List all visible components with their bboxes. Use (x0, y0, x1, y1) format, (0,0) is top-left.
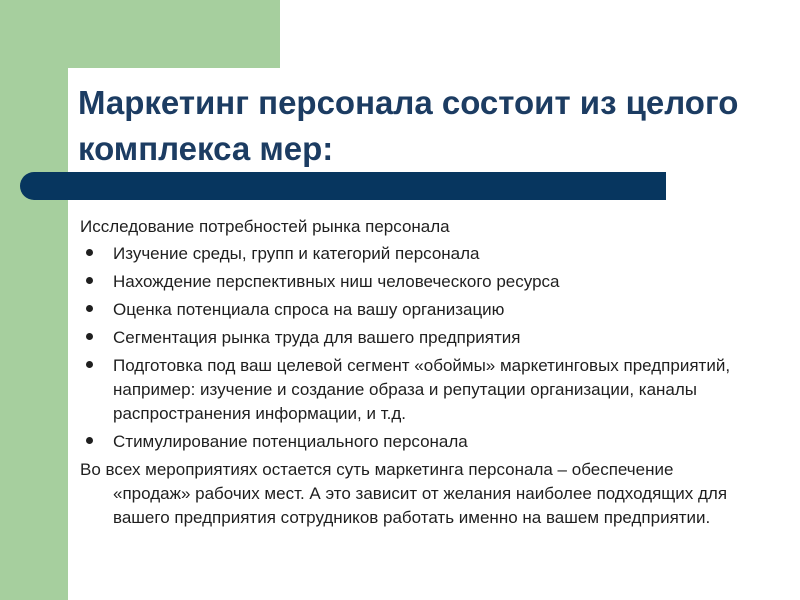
list-item (80, 242, 780, 266)
bullet-text: Стимулирование потенциального персонала (113, 432, 468, 451)
conclusion-continuation: «продаж» рабочих мест. А это зависит от желания наиболее подходящих для вашего предприятия сотрудников работать именно на вашем предприятии. (113, 484, 728, 527)
intro-line: Исследование потребностей рынка персонала (80, 217, 450, 236)
list-item (80, 326, 780, 350)
bullet-list (80, 242, 780, 454)
list-item (80, 430, 780, 454)
bullet-text: Оценка потенциала спроса на вашу организацию (113, 300, 505, 319)
bullet-dot-icon (86, 305, 93, 312)
title-divider-bar (20, 172, 666, 200)
bullet-text: Сегментация рынка труда для вашего предприятия (113, 328, 521, 347)
bullet-dot-icon (86, 437, 93, 444)
green-frame-top (0, 0, 280, 68)
conclusion-first-line: Во всех мероприятиях остается суть маркетинга персонала – обеспечение (80, 460, 674, 479)
slide-title: Маркетинг персонала состоит из целого комплекса мер: (78, 84, 739, 167)
bullet-text: Подготовка под ваш целевой сегмент «обоймы» маркетинговых предприятий, например: изучение и создание образа и репутации организации, каналы распространения информации, и т.д. (113, 356, 731, 423)
list-item (80, 298, 780, 322)
slide-content (80, 215, 780, 530)
bullet-dot-icon (86, 249, 93, 256)
bullet-dot-icon (86, 333, 93, 340)
bullet-dot-icon (86, 361, 93, 368)
list-item (80, 354, 780, 426)
bullet-text: Нахождение перспективных ниш человеческого ресурса (113, 272, 560, 291)
bullet-text: Изучение среды, групп и категорий персонала (113, 244, 480, 263)
green-frame-left (0, 68, 68, 600)
conclusion-paragraph (80, 458, 780, 530)
list-item (80, 270, 780, 294)
bullet-dot-icon (86, 277, 93, 284)
